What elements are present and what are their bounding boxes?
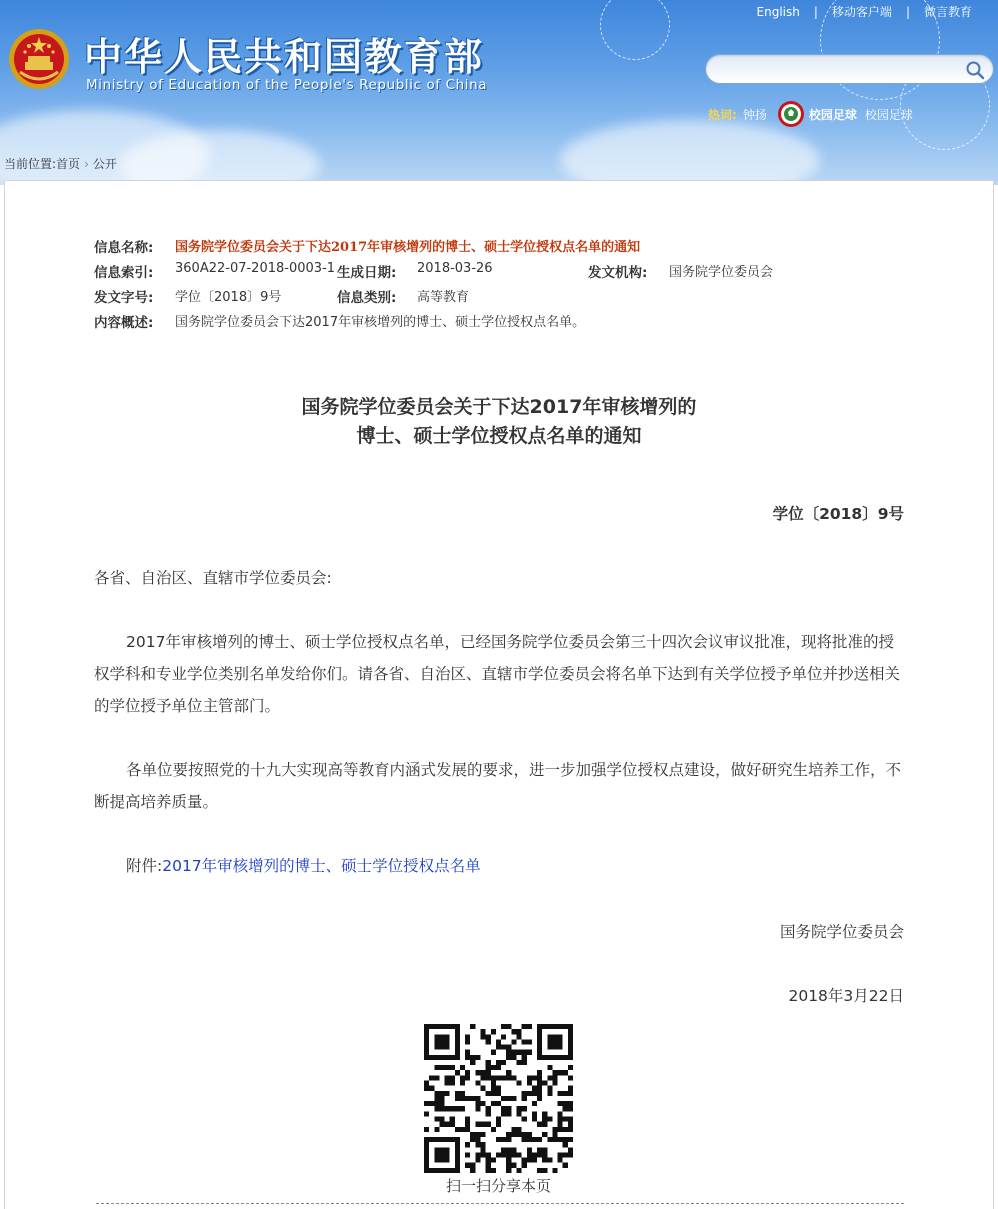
meta-category-key: 信息类别: [337,290,397,306]
salutation: 各省、自治区、直辖市学位委员会: [94,569,332,587]
paragraph-1: 2017年审核增列的博士、硕士学位授权点名单，已经国务院学位委员会第三十四次会议审议批准，现将批准的授权学科和专业学位类别名单发给你们。请各省、自治区、直辖市学位委员会将名单下达到有关学位授予单位并抄送相关的学位授予单位主管部门。 [94,633,901,715]
top-links [757,3,972,20]
campus-football-label: 校园足球 [808,107,857,122]
search-box [705,54,994,84]
attachment-link[interactable]: 2017年审核增列的博士、硕士学位授权点名单 [162,857,481,875]
document-title-line1: 国务院学位委员会关于下达2017年审核增列的 [301,396,697,418]
site-subtitle: Ministry of Education of the People's Republic of China [86,77,488,93]
meta-row-docno [94,286,914,311]
header-banner [0,0,998,185]
attachment-label: 附件: [126,857,163,875]
attachment-line [94,850,904,882]
meta-index-key: 信息索引: [94,265,154,281]
cloud-decoration [560,120,820,185]
breadcrumb-prefix: 当前位置: [4,157,57,171]
campus-football-logo-icon[interactable] [777,100,805,128]
breadcrumb-current[interactable]: 公开 [92,157,117,171]
meta-name-key: 信息名称: [94,240,154,256]
sign-date: 2018年3月22日 [788,987,904,1005]
hot-words-label: 热词: [708,107,737,122]
hot-words [708,100,913,128]
meta-org-value: 国务院学位委员会 [669,265,774,280]
meta-summary-key: 内容概述: [94,315,154,331]
document-title-line2: 博士、硕士学位授权点名单的通知 [356,425,642,447]
meta-docno-key: 发文字号: [94,290,154,306]
meta-row-index [94,261,914,286]
site-title[interactable]: 中华人民共和国教育部 [84,35,485,79]
paragraph-2: 各单位要按照党的十九大实现高等教育内涵式发展的要求，进一步加强学位授权点建设，做好研究生培养工作，不断提高培养质量。 [94,761,902,811]
weiyan-link[interactable]: 微言教育 [923,5,972,19]
national-emblem-icon[interactable] [8,28,70,90]
meta-row-name [94,236,914,261]
signer: 国务院学位委员会 [779,923,904,941]
meta-org-key: 发文机构: [588,265,648,281]
divider: | [813,4,818,19]
dotted-divider [96,1203,904,1204]
divider: | [905,4,910,19]
search-icon[interactable] [965,60,985,80]
meta-name-value: 国务院学位委员会关于下达2017年审核增列的博士、硕士学位授权点名单的通知 [175,240,641,255]
info-metadata [94,236,914,336]
chevron-right-icon: › [84,157,89,171]
meta-summary-value: 国务院学位委员会下达2017年审核增列的博士、硕士学位授权点名单。 [175,315,586,330]
dandelion-decoration [600,0,670,60]
meta-category-value: 高等教育 [417,290,470,305]
meta-date-value: 2018-03-26 [417,261,493,276]
meta-docno-value: 学位〔2018〕9号 [175,290,282,305]
breadcrumb-home[interactable]: 首页 [56,157,81,171]
english-link[interactable]: English [756,4,800,19]
meta-row-summary [94,311,914,336]
share-qr-code[interactable] [424,1024,573,1173]
qr-caption: 扫一扫分享本页 [445,1177,551,1195]
document-title [94,393,904,451]
breadcrumb [4,155,117,172]
hot-word-link[interactable]: 钟扬 [742,107,767,122]
campus-football-link[interactable]: 校园足球 [864,107,913,122]
meta-index-value: 360A22-07-2018-0003-1 [175,261,335,276]
document-number: 学位〔2018〕9号 [772,505,904,523]
mobile-client-link[interactable]: 移动客户端 [831,5,892,19]
search-input[interactable] [718,59,958,79]
meta-date-key: 生成日期: [337,265,397,281]
